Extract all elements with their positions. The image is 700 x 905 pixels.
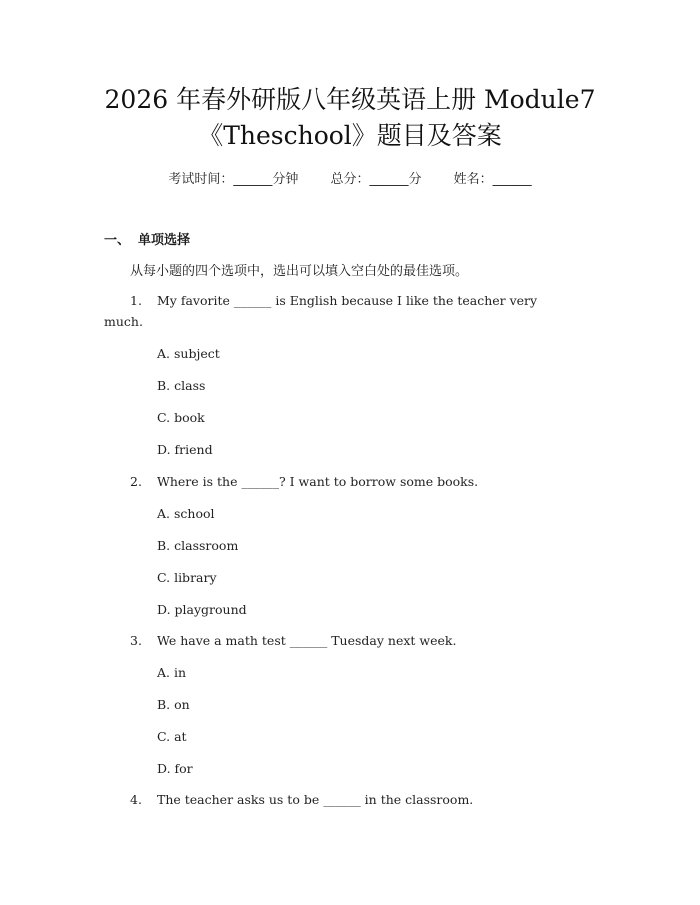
question-3-option-a: A. in (157, 665, 187, 680)
section-heading (104, 229, 190, 248)
section-instruction: 从每小题的四个选项中，选出可以填入空白处的最佳选项。 (130, 264, 469, 279)
section-title: 单项选择 (138, 233, 191, 248)
question-1-option-d: D. friend (157, 442, 213, 457)
exam-score-field: 总分：______分 (330, 172, 422, 187)
page-title-line-2: 《Theschool》题目及答案 (198, 121, 502, 150)
question-number: 2. (130, 474, 142, 489)
question-2-option-a: A. school (157, 506, 215, 521)
question-2-option-b: B. classroom (157, 538, 239, 553)
question-text: My favorite ______ is English because I like the teacher very (157, 293, 538, 308)
question-3 (130, 633, 456, 648)
question-2-option-d: D. playground (157, 602, 247, 617)
question-text: The teacher asks us to be ______ in the classroom. (157, 792, 474, 807)
exam-time-field: 考试时间：______分钟 (168, 172, 299, 187)
question-3-option-c: C. at (157, 729, 187, 744)
question-1-continuation: much. (104, 314, 143, 329)
exam-meta (0, 168, 700, 187)
question-1-option-c: C. book (157, 410, 205, 425)
page-title-line-1: 2026 年春外研版八年级英语上册 Module7 (104, 85, 596, 114)
question-3-option-d: D. for (157, 761, 193, 776)
question-1 (130, 293, 537, 308)
question-number: 4. (130, 792, 142, 807)
section-number: 一、 (104, 233, 131, 248)
question-2 (130, 474, 478, 489)
question-1-option-b: B. class (157, 378, 206, 393)
question-3-option-b: B. on (157, 697, 190, 712)
question-2-option-c: C. library (157, 570, 217, 585)
question-text: Where is the ______? I want to borrow some books. (157, 474, 479, 489)
student-name-field: 姓名：______ (453, 172, 532, 187)
question-number: 1. (130, 293, 142, 308)
question-4 (130, 792, 473, 807)
question-number: 3. (130, 633, 142, 648)
question-text: We have a math test ______ Tuesday next week. (157, 633, 457, 648)
question-1-option-a: A. subject (157, 346, 220, 361)
